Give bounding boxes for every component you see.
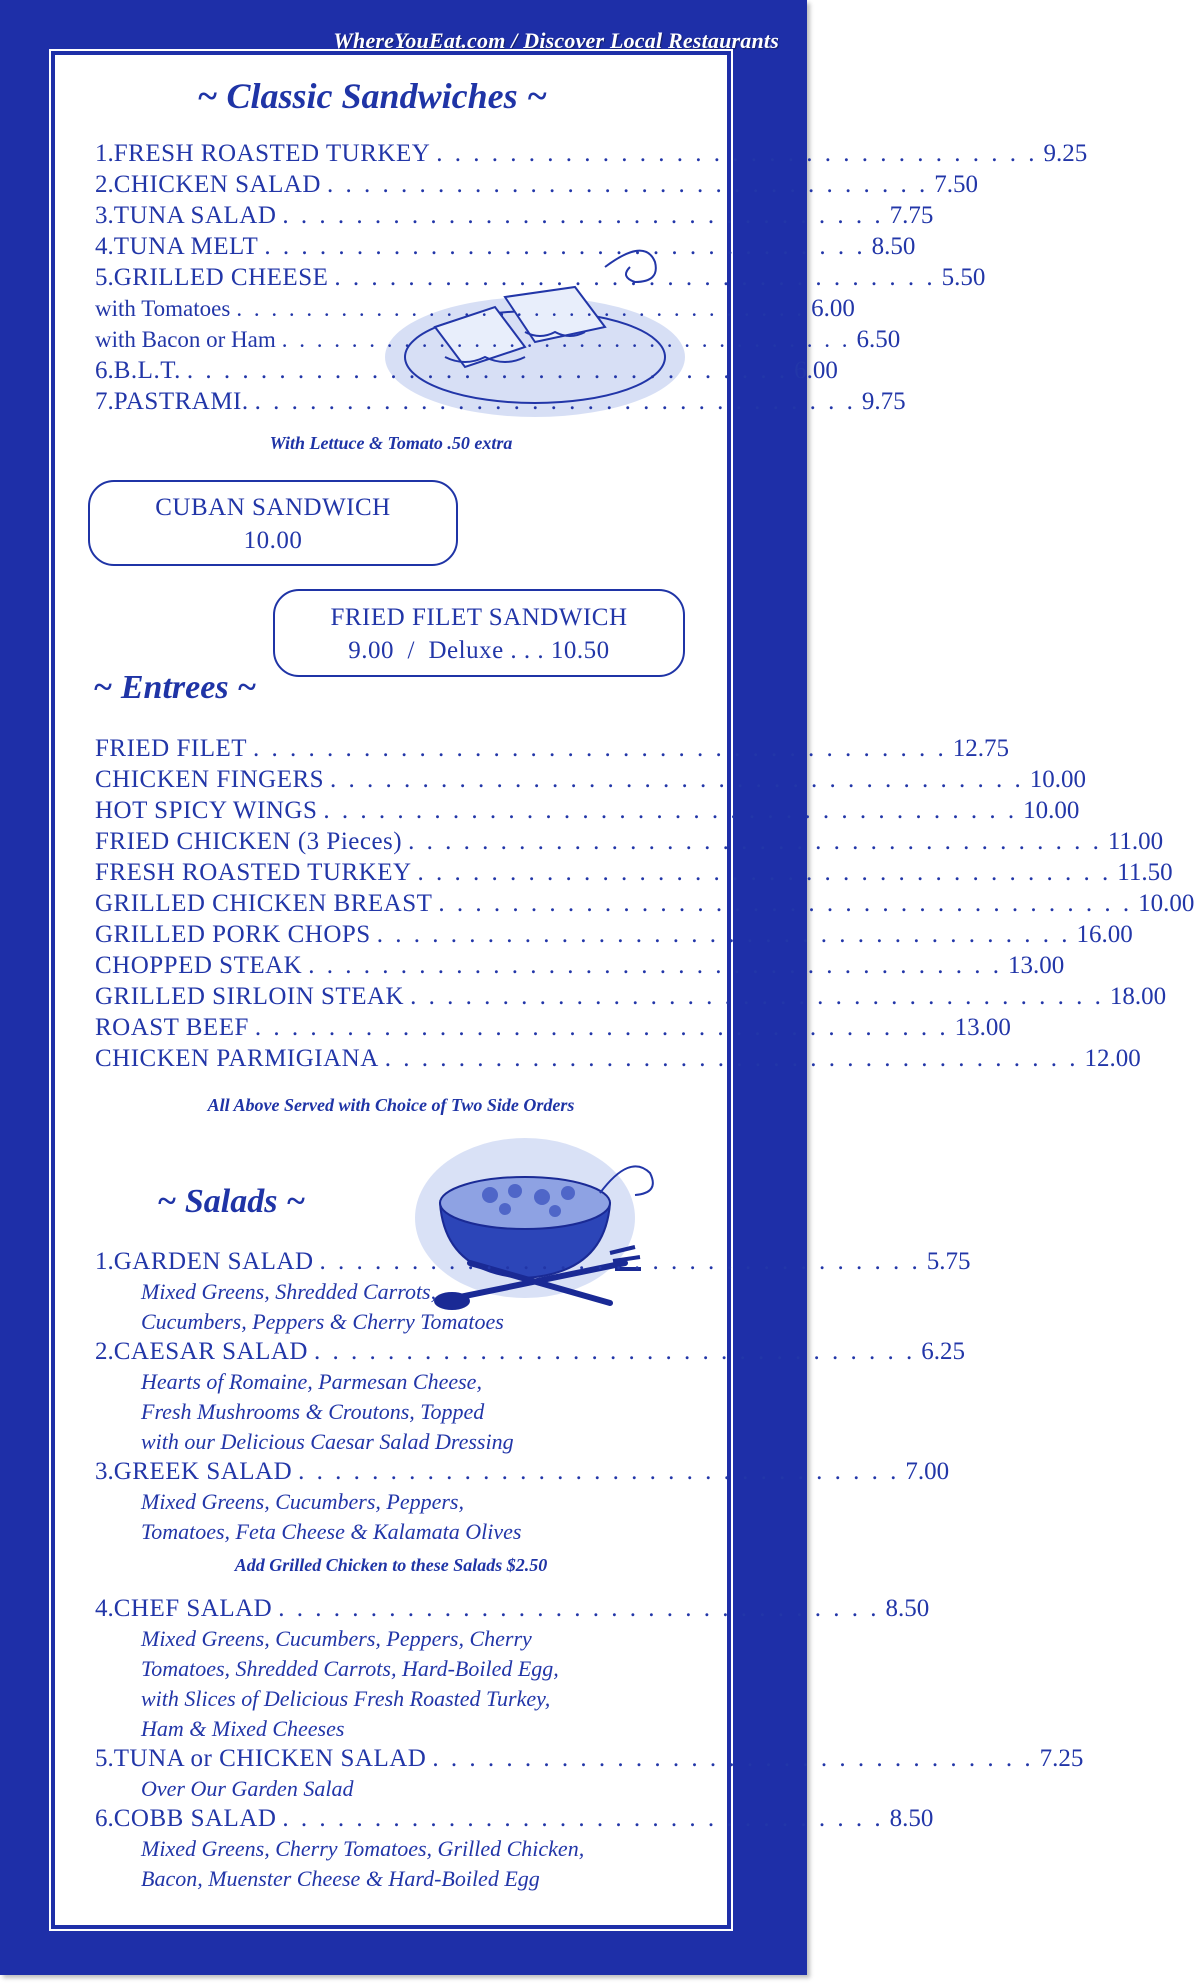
salad-item — [95, 1595, 930, 1626]
description-line: Cucumbers, Peppers & Cherry Tomatoes — [141, 1309, 504, 1334]
description-line: Hearts of Romaine, Parmesan Cheese, — [141, 1369, 482, 1394]
leader-dots: . . . . . . . . . . . . . . . . . . . . . . . . . . . . . . . . . — [186, 357, 789, 384]
entree-item-name: FRIED FILET — [95, 735, 248, 762]
sandwich-item — [95, 264, 986, 295]
salad-item-number: 4. — [95, 1595, 114, 1622]
entree-item-price: 18.00 — [1109, 983, 1167, 1010]
fried-filet-sandwich-name: FRIED FILET SANDWICH — [330, 604, 628, 631]
salad-item-price: 7.00 — [905, 1458, 950, 1485]
leader-dots: . . . . . . . . . . . . . . . . . . . . . . . . . . . . . . . . . — [298, 1458, 900, 1485]
salad-item — [95, 1458, 950, 1489]
sandwich-item — [95, 140, 1088, 171]
entree-item-price: 13.00 — [1007, 952, 1065, 979]
description-line: Bacon, Muenster Cheese & Hard-Boiled Egg — [141, 1866, 540, 1891]
leader-dots: . . . . . . . . . . . . . . . . . . . . . . . . . . . . . . . . . — [278, 1595, 880, 1622]
entree-item — [95, 735, 1010, 766]
leader-dots: . . . . . . . . . . . . . . . . . . . . . . . . . . . . . . . . . . . . . . — [330, 766, 1024, 793]
leader-dots: . . . . . . . . . . . . . . . . . . . . . . . . . . . . . . . . . — [282, 202, 884, 229]
entree-item-name: CHICKEN PARMIGIANA — [95, 1045, 379, 1072]
sandwich-item-number: 3. — [95, 202, 114, 229]
leader-dots: . . . . . . . . . . . . . . . . . . . . . . . . . . . . . . . . . — [436, 140, 1038, 167]
leader-dots: . . . . . . . . . . . . . . . . . . . . . . . . . . . . . . . . . — [236, 296, 806, 321]
sandwich-item-name: CHICKEN SALAD — [113, 171, 321, 198]
leader-dots: . . . . . . . . . . . . . . . . . . . . . . . . . . . . . . . . . . . . . . — [408, 828, 1102, 855]
leader-dots: . . . . . . . . . . . . . . . . . . . . . . . . . . . . . . . . . — [319, 1248, 921, 1275]
menu-panel — [55, 55, 1194, 1925]
salad-description — [141, 1774, 353, 1804]
sandwich-item — [95, 388, 906, 419]
sandwich-item — [95, 171, 978, 202]
entree-item — [95, 797, 1080, 828]
leader-dots: . . . . . . . . . . . . . . . . . . . . . . . . . . . . . . . . . — [264, 233, 866, 260]
leader-dots: . . . . . . . . . . . . . . . . . . . . . . . . . . . . . . . . . . . . . . — [376, 921, 1071, 948]
sandwich-item-number: 4. — [95, 233, 114, 260]
leader-dots: . . . . . . . . . . . . . . . . . . . . . . . . . . . . . . . . . — [254, 388, 856, 415]
salad-item-name: GARDEN SALAD — [113, 1248, 314, 1275]
sandwich-item — [95, 295, 855, 326]
leader-dots: . . . . . . . . . . . . . . . . . . . . . . . . . . . . . . . . . . . . . . — [253, 735, 947, 762]
sandwich-item-number: 2. — [95, 171, 114, 198]
sandwich-item-number: 7. — [95, 388, 114, 415]
cuban-sandwich-price: 10.00 — [243, 527, 303, 554]
sandwich-item — [95, 233, 916, 264]
salad-description — [141, 1624, 559, 1744]
sandwich-item-price: 8.50 — [871, 233, 916, 260]
sandwich-item — [95, 202, 934, 233]
description-line: Mixed Greens, Cucumbers, Peppers, Cherry — [141, 1626, 532, 1651]
sandwich-item — [95, 357, 838, 388]
leader-dots: . . . . . . . . . . . . . . . . . . . . . . . . . . . . . . . . . — [334, 264, 936, 291]
cuban-sandwich-name: CUBAN SANDWICH — [155, 494, 391, 521]
salad-item-number: 6. — [95, 1805, 114, 1832]
menu-content — [55, 55, 1194, 1925]
fried-filet-sandwich-price: 9.00 / Deluxe . . . 10.50 — [348, 637, 610, 664]
entree-item-name: FRIED CHICKEN (3 Pieces) — [95, 828, 403, 855]
entree-item — [95, 766, 1087, 797]
entree-item-name: GRILLED PORK CHOPS — [95, 921, 371, 948]
entree-item-name: FRESH ROASTED TURKEY — [95, 859, 412, 886]
watermark: WhereYouEat.com / Discover Local Restaurants — [333, 28, 779, 53]
sandwich-item-name: FRESH ROASTED TURKEY — [113, 140, 431, 167]
entree-item-name: CHICKEN FINGERS — [95, 766, 325, 793]
sandwich-item-name: PASTRAMI. — [113, 388, 249, 415]
entree-item-price: 10.00 — [1138, 890, 1194, 917]
sandwich-item-name: B.L.T. — [113, 357, 181, 384]
salad-item-price: 5.75 — [926, 1248, 971, 1275]
sandwich-item-name: TUNA SALAD — [113, 202, 277, 229]
entree-item-price: 10.00 — [1029, 766, 1087, 793]
sandwiches-note: With Lettuce & Tomato .50 extra — [269, 433, 513, 453]
salads-title: ~ Salads ~ — [157, 1183, 306, 1220]
entree-item-price: 12.75 — [952, 735, 1010, 762]
entree-item — [95, 1014, 1011, 1045]
sandwich-item-price: 6.00 — [811, 295, 855, 322]
salad-description — [141, 1277, 504, 1337]
entree-item-price: 10.00 — [1023, 797, 1080, 824]
description-line: with our Delicious Caesar Salad Dressing — [141, 1429, 514, 1454]
sandwich-item-number: 5. — [95, 264, 114, 291]
salad-item-price: 6.25 — [921, 1338, 965, 1365]
entree-item — [95, 890, 1194, 921]
salad-item-number: 2. — [95, 1338, 114, 1365]
entree-item-name: GRILLED SIRLOIN STEAK — [95, 983, 405, 1010]
salad-item-number: 5. — [95, 1745, 114, 1772]
salad-item-price: 8.50 — [885, 1595, 930, 1622]
entree-item — [95, 952, 1065, 983]
entrees-title: ~ Entrees ~ — [93, 669, 257, 706]
salad-description — [141, 1834, 584, 1894]
fried-filet-sandwich-box — [273, 589, 685, 677]
salad-item-name: CHEF SALAD — [113, 1595, 273, 1622]
entree-item — [95, 921, 1133, 952]
leader-dots: . . . . . . . . . . . . . . . . . . . . . . . . . . . . . . . . . . . . . . — [254, 1014, 949, 1041]
description-line: Fresh Mushrooms & Croutons, Topped — [141, 1399, 485, 1424]
entree-item-name: GRILLED CHICKEN BREAST — [95, 890, 433, 917]
salad-item-price: 8.50 — [889, 1805, 934, 1832]
description-line: Over Our Garden Salad — [141, 1776, 354, 1801]
leader-dots: . . . . . . . . . . . . . . . . . . . . . . . . . . . . . . . . . — [326, 171, 929, 198]
sandwich-item-price: 6.00 — [794, 357, 838, 384]
leader-dots: . . . . . . . . . . . . . . . . . . . . . . . . . . . . . . . . . . . . . . — [308, 952, 1002, 979]
leader-dots: . . . . . . . . . . . . . . . . . . . . . . . . . . . . . . . . . . . . . . — [323, 797, 1018, 824]
entree-item-price: 16.00 — [1076, 921, 1133, 948]
sandwich-item-number: 6. — [95, 357, 114, 384]
salad-item — [95, 1338, 965, 1369]
salad-item — [95, 1248, 971, 1279]
sandwich-item-price: 7.50 — [934, 171, 978, 198]
sandwich-item-name: with Bacon or Ham — [95, 327, 276, 352]
leader-dots: . . . . . . . . . . . . . . . . . . . . . . . . . . . . . . . . . . . . . . — [384, 1045, 1079, 1072]
sandwich-item — [95, 326, 901, 357]
sandwich-item-price: 6.50 — [856, 326, 901, 353]
entree-item-name: HOT SPICY WINGS — [95, 797, 318, 824]
sandwich-item-price: 5.50 — [941, 264, 986, 291]
description-line: Tomatoes, Feta Cheese & Kalamata Olives — [141, 1519, 522, 1544]
description-line: Ham & Mixed Cheeses — [141, 1716, 345, 1741]
description-line: Mixed Greens, Cucumbers, Peppers, — [141, 1489, 464, 1514]
salads-note: Add Grilled Chicken to these Salads $2.50 — [234, 1555, 548, 1575]
salad-description — [141, 1487, 522, 1547]
salad-item-name: GREEK SALAD — [113, 1458, 293, 1485]
entrees-note: All Above Served with Choice of Two Side Orders — [207, 1095, 575, 1115]
sandwich-item-price: 9.25 — [1043, 140, 1088, 167]
sandwiches-title: ~ Classic Sandwiches ~ — [197, 76, 548, 116]
leader-dots: . . . . . . . . . . . . . . . . . . . . . . . . . . . . . . . . . — [282, 1805, 884, 1832]
entree-item-name: CHOPPED STEAK — [95, 952, 303, 979]
entree-item-price: 13.00 — [954, 1014, 1011, 1041]
sandwich-item-name: GRILLED CHEESE — [113, 264, 329, 291]
entree-item-name: ROAST BEEF — [95, 1014, 249, 1041]
entree-item-price: 12.00 — [1084, 1045, 1141, 1072]
salad-description — [141, 1367, 514, 1457]
description-line: Tomatoes, Shredded Carrots, Hard-Boiled Egg, — [141, 1656, 559, 1681]
entree-item-price: 11.50 — [1117, 859, 1173, 886]
sandwich-item-price: 9.75 — [861, 388, 906, 415]
leader-dots: . . . . . . . . . . . . . . . . . . . . . . . . . . . . . . . . . — [281, 327, 851, 352]
entree-item — [95, 1045, 1141, 1076]
salad-item-number: 3. — [95, 1458, 114, 1485]
salad-item-number: 1. — [95, 1248, 114, 1275]
leader-dots: . . . . . . . . . . . . . . . . . . . . . . . . . . . . . . . . . — [432, 1745, 1034, 1772]
leader-dots: . . . . . . . . . . . . . . . . . . . . . . . . . . . . . . . . . . . . . . — [438, 890, 1133, 917]
salad-item-name: TUNA or CHICKEN SALAD — [113, 1745, 427, 1772]
description-line: with Slices of Delicious Fresh Roasted Turkey, — [141, 1686, 551, 1711]
sandwich-item-number: 1. — [95, 140, 114, 167]
entree-item — [95, 828, 1164, 859]
description-line: Mixed Greens, Shredded Carrots, — [141, 1279, 437, 1304]
sandwich-item-name: with Tomatoes — [95, 296, 231, 321]
sandwich-item-price: 7.75 — [889, 202, 934, 229]
cuban-sandwich-box — [88, 480, 458, 566]
entree-item — [95, 859, 1173, 890]
sandwich-item-name: TUNA MELT — [113, 233, 259, 260]
description-line: Mixed Greens, Cherry Tomatoes, Grilled Chicken, — [141, 1836, 585, 1861]
leader-dots: . . . . . . . . . . . . . . . . . . . . . . . . . . . . . . . . . . . . . . — [417, 859, 1112, 886]
salad-item — [95, 1805, 934, 1836]
leader-dots: . . . . . . . . . . . . . . . . . . . . . . . . . . . . . . . . . . . . . . — [410, 983, 1104, 1010]
salad-item-name: COBB SALAD — [113, 1805, 277, 1832]
entree-item — [95, 983, 1167, 1014]
salad-item — [95, 1745, 1084, 1776]
salad-item-price: 7.25 — [1039, 1745, 1084, 1772]
salad-item-name: CAESAR SALAD — [113, 1338, 308, 1365]
entree-item-price: 11.00 — [1107, 828, 1164, 855]
leader-dots: . . . . . . . . . . . . . . . . . . . . . . . . . . . . . . . . . — [313, 1338, 916, 1365]
